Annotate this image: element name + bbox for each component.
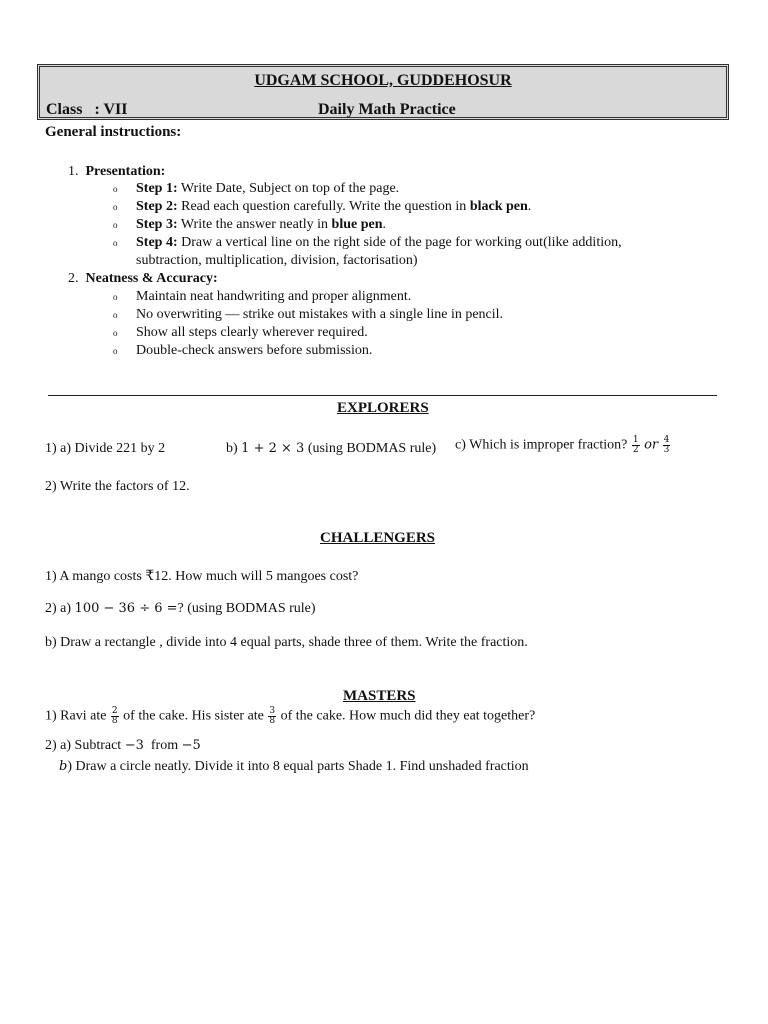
masters-q2a-m2: −5 — [181, 738, 201, 753]
q1b-math: 1 + 2 × 3 — [241, 441, 305, 456]
explorers-q1a: 1) a) Divide 221 by 2 — [45, 441, 166, 456]
bullet-icon: o — [113, 292, 118, 302]
masters-q2a-prefix: 2) a) Subtract — [45, 738, 125, 753]
q1b-suffix: (using BODMAS rule) — [304, 441, 437, 456]
masters-q2a-m1: −3 — [124, 738, 144, 753]
denominator: 8 — [269, 716, 276, 726]
step-2-bold: black pen — [469, 199, 528, 214]
step-4-label: Step 4: — [136, 235, 178, 250]
class-label: Class — [46, 101, 83, 118]
step-2 — [113, 199, 118, 215]
q1b-prefix: b) — [226, 441, 242, 456]
masters-q2b-label: b — [59, 759, 68, 774]
masters-q2a — [45, 738, 201, 754]
step-4 — [113, 235, 118, 251]
challengers-q1: 1) A mango costs ₹12. How much will 5 mangoes cost? — [45, 569, 359, 584]
denominator: 2 — [632, 445, 639, 455]
challengers-q2a — [45, 601, 316, 617]
step-3-bold: blue pen — [331, 217, 383, 232]
denominator: 3 — [663, 445, 670, 455]
bullet-icon: o — [113, 310, 118, 320]
step-3 — [113, 217, 118, 233]
bullet-item-1 — [113, 289, 118, 305]
bullet-item-3 — [113, 325, 118, 341]
masters-q1 — [45, 707, 535, 726]
masters-q2b — [59, 759, 529, 775]
numerator: 3 — [269, 706, 276, 716]
bullet-icon: o — [113, 220, 118, 230]
fraction-three-eighths — [268, 707, 276, 726]
step-1-body: Write Date, Subject on top of the page. — [177, 181, 400, 196]
step-4-text — [136, 235, 622, 251]
section-2-title: Neatness & Accuracy: — [85, 271, 218, 286]
q2a-suffix: ? (using BODMAS rule) — [177, 601, 316, 616]
bullet-icon: o — [113, 184, 118, 194]
bullet-item-2 — [113, 307, 118, 323]
q2a-prefix: 2) a) — [45, 601, 75, 616]
explorers-title: EXPLORERS — [337, 400, 429, 416]
masters-q1-mid: of the cake. His sister ate — [123, 708, 264, 724]
divider-line — [48, 395, 717, 396]
step-1-label: Step 1: — [136, 181, 178, 196]
neatness-item-4: Double-check answers before submission. — [136, 343, 373, 358]
class-info — [46, 101, 128, 119]
bullet-icon: o — [113, 238, 118, 248]
fraction-four-thirds — [663, 436, 671, 455]
bullet-item-4 — [113, 343, 118, 359]
instructions-title: General instructions: — [45, 124, 182, 140]
explorers-q1b — [226, 441, 436, 457]
bullet-icon: o — [113, 346, 118, 356]
step-3-end: . — [382, 217, 386, 232]
practice-title: Daily Math Practice — [318, 101, 456, 118]
step-3-body: Write the answer neatly in — [177, 217, 332, 232]
section-2-heading — [68, 271, 218, 287]
explorers-q1c — [455, 436, 671, 455]
q1c-or: or — [644, 437, 659, 453]
section-2-number: 2. — [68, 271, 79, 286]
denominator: 8 — [111, 716, 118, 726]
class-value: : VII — [94, 101, 128, 118]
step-2-end: . — [527, 199, 532, 214]
step-1-text — [136, 181, 399, 197]
neatness-item-2: No overwriting — strike out mistakes with a single line in pencil. — [136, 307, 504, 322]
step-2-body: Read each question carefully. Write the question in — [177, 199, 470, 214]
numerator: 4 — [663, 435, 670, 445]
numerator: 1 — [632, 435, 639, 445]
challengers-title: CHALLENGERS — [320, 530, 436, 546]
numerator: 2 — [111, 706, 118, 716]
step-1 — [113, 181, 118, 197]
masters-q2b-text: ) Draw a circle neatly. Divide it into 8 equal parts Shade 1. Find unshaded fraction — [67, 759, 529, 774]
step-2-text — [136, 199, 531, 215]
section-1-number: 1. — [68, 164, 79, 179]
step-3-text — [136, 217, 386, 233]
fraction-one-half — [632, 436, 640, 455]
bullet-icon: o — [113, 328, 118, 338]
step-4-line-2: subtraction, multiplication, division, factorisation) — [136, 253, 418, 268]
school-name: UDGAM SCHOOL, GUDDEHOSUR — [254, 72, 512, 89]
step-3-label: Step 3: — [136, 217, 178, 232]
fraction-two-eighths — [111, 707, 119, 726]
neatness-item-3: Show all steps clearly wherever required. — [136, 325, 368, 340]
explorers-q2: 2) Write the factors of 12. — [45, 479, 190, 494]
step-2-label: Step 2: — [136, 199, 178, 214]
challengers-q2b: b) Draw a rectangle , divide into 4 equal parts, shade three of them. Write the fraction. — [45, 635, 528, 650]
masters-q1-suffix: of the cake. How much did they eat together? — [280, 708, 536, 724]
header-box — [37, 64, 729, 120]
masters-q2a-mid: from — [143, 738, 182, 753]
masters-q1-prefix: 1) Ravi ate — [45, 708, 107, 724]
bullet-icon: o — [113, 202, 118, 212]
step-4-body: Draw a vertical line on the right side of the page for working out(like addition, — [177, 235, 622, 250]
section-1-heading — [68, 164, 165, 180]
neatness-item-1: Maintain neat handwriting and proper alignment. — [136, 289, 412, 304]
masters-title: MASTERS — [343, 688, 416, 704]
section-1-title: Presentation: — [85, 164, 166, 179]
q1c-text: c) Which is improper fraction? — [455, 437, 628, 453]
q2a-math: 100 − 36 ÷ 6 = — [74, 601, 178, 616]
